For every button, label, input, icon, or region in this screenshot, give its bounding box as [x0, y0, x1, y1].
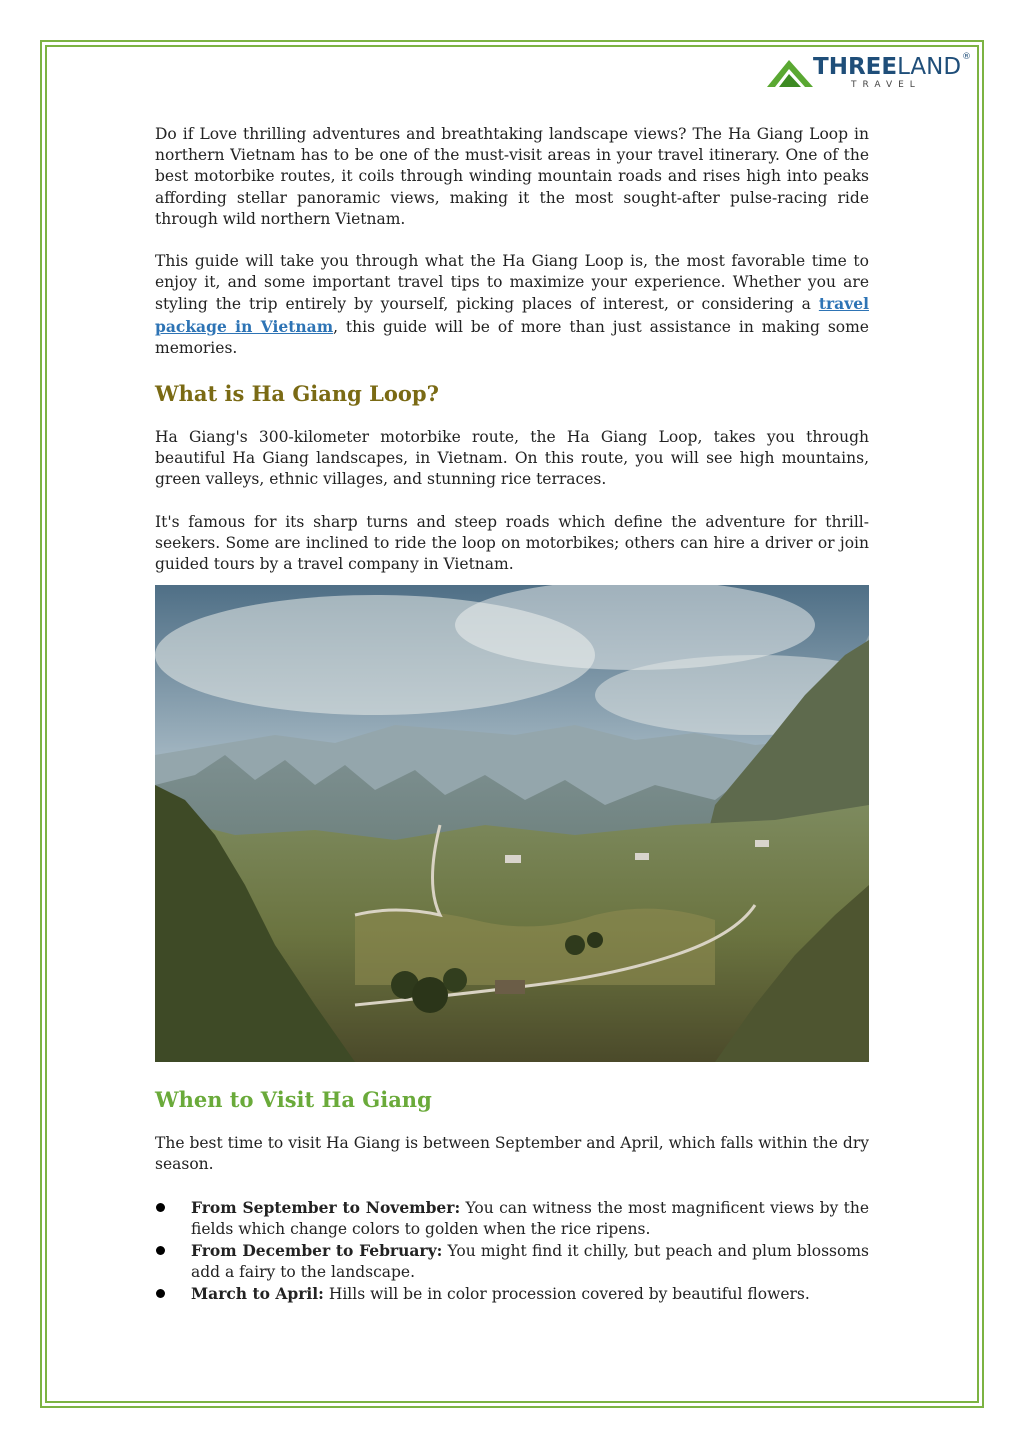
list-item-label: From December to February: [191, 1241, 443, 1261]
list-item-label: From September to November: [191, 1197, 461, 1217]
list-item [155, 1240, 869, 1283]
registered-mark: ® [962, 52, 971, 62]
bullet-icon [156, 1246, 165, 1255]
bullet-icon [156, 1203, 165, 1212]
list-item-text: You can witness the most magnificent views by the fields which change colors to golden when the rice ripens. [191, 1198, 870, 1238]
article-body [155, 124, 869, 1306]
section-heading-what-is: What is Ha Giang Loop? [155, 381, 439, 407]
section-heading-when-to-visit: When to Visit Ha Giang [155, 1087, 432, 1113]
bullet-icon [156, 1289, 165, 1298]
list-item-label: March to April: [191, 1284, 324, 1304]
logo-subtitle: TRAVEL [851, 80, 921, 90]
brand-logo [765, 52, 975, 92]
travel-package-link[interactable]: travel package in Vietnam [155, 294, 869, 336]
intro-paragraph-2-end: , this guide will be of more than just assistance in making some memories. [155, 317, 869, 357]
section1-paragraph-1: Ha Giang's 300-kilometer motorbike route, the Ha Giang Loop, takes you through beautiful Ha Giang landscapes, in Vietnam. On this route, you will see high mountains, green valleys, ethnic villages, and stunning rice terraces. [155, 428, 869, 489]
intro-paragraph-2 [155, 251, 869, 359]
logo-word-land: LAND [897, 54, 962, 80]
intro-paragraph-1: Do if Love thrilling adventures and breathtaking landscape views? The Ha Giang Loop in northern Vietnam has to be one of the must-visit areas in your travel itinerary. One of the best motorbike routes, it coils through winding mountain roads and rises high into peaks affording stellar panoramic views, making it the most sought-after pulse-racing ride through wild northern Vietnam. [155, 125, 869, 228]
list-item-text: Hills will be in color procession covered by beautiful flowers. [323, 1285, 810, 1304]
logo-wordmark [813, 54, 961, 80]
season-list [155, 1197, 869, 1306]
ha-giang-landscape-photo [155, 585, 869, 1062]
intro-paragraph-2-start: This guide will take you through what the Ha Giang Loop is, the most favorable time to enjoy it, and some important travel tips to maximize your experience. Whether you are styling the trip entirely by yourself, picking places of interest, or considering a [155, 252, 869, 314]
list-item-text: You might find it chilly, but peach and plum blossoms add a fairy to the landscape. [191, 1242, 869, 1282]
list-item [155, 1283, 869, 1305]
mountain-logo-icon [765, 54, 815, 90]
section1-paragraph-2: It's famous for its sharp turns and steep roads which define the adventure for thrill-seekers. Some are inclined to ride the loop on motorbikes; others can hire a driver or join guided tours by a travel company in Vietnam. [155, 512, 869, 574]
logo-word-three: THREE [813, 54, 898, 80]
list-item [155, 1197, 869, 1240]
section2-paragraph-1: The best time to visit Ha Giang is between September and April, which falls within the dry season. [155, 1134, 869, 1174]
